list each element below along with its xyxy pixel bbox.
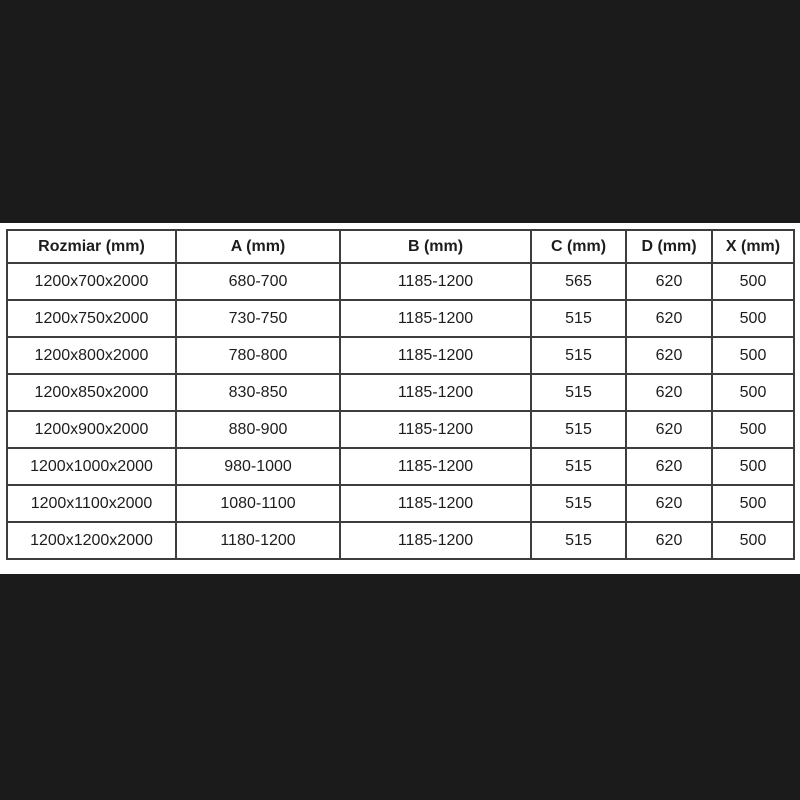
cell-x: 500 [712, 522, 794, 559]
cell-rozmiar: 1200x850x2000 [7, 374, 176, 411]
cell-x: 500 [712, 411, 794, 448]
cell-d: 620 [626, 374, 712, 411]
cell-b: 1185-1200 [340, 411, 531, 448]
cell-a: 680-700 [176, 263, 340, 300]
cell-d: 620 [626, 337, 712, 374]
cell-a: 880-900 [176, 411, 340, 448]
cell-a: 980-1000 [176, 448, 340, 485]
cell-rozmiar: 1200x750x2000 [7, 300, 176, 337]
cell-c: 515 [531, 411, 626, 448]
cell-d: 620 [626, 448, 712, 485]
col-header-d: D (mm) [626, 230, 712, 263]
cell-x: 500 [712, 263, 794, 300]
cell-a: 730-750 [176, 300, 340, 337]
col-header-rozmiar: Rozmiar (mm) [7, 230, 176, 263]
col-header-b: B (mm) [340, 230, 531, 263]
table-row [7, 263, 794, 300]
header-row [7, 230, 794, 263]
cell-b: 1185-1200 [340, 337, 531, 374]
cell-c: 515 [531, 522, 626, 559]
cell-d: 620 [626, 522, 712, 559]
cell-c: 515 [531, 485, 626, 522]
dimensions-table [6, 229, 795, 560]
table-row [7, 300, 794, 337]
cell-b: 1185-1200 [340, 300, 531, 337]
cell-b: 1185-1200 [340, 374, 531, 411]
cell-x: 500 [712, 374, 794, 411]
cell-c: 515 [531, 374, 626, 411]
cell-rozmiar: 1200x1000x2000 [7, 448, 176, 485]
cell-b: 1185-1200 [340, 485, 531, 522]
table-panel [0, 223, 800, 574]
cell-a: 830-850 [176, 374, 340, 411]
cell-b: 1185-1200 [340, 522, 531, 559]
cell-rozmiar: 1200x700x2000 [7, 263, 176, 300]
table-row [7, 337, 794, 374]
cell-d: 620 [626, 485, 712, 522]
table-row [7, 411, 794, 448]
cell-d: 620 [626, 300, 712, 337]
cell-rozmiar: 1200x800x2000 [7, 337, 176, 374]
cell-d: 620 [626, 263, 712, 300]
cell-d: 620 [626, 411, 712, 448]
cell-rozmiar: 1200x900x2000 [7, 411, 176, 448]
cell-a: 1080-1100 [176, 485, 340, 522]
cell-rozmiar: 1200x1100x2000 [7, 485, 176, 522]
cell-x: 500 [712, 485, 794, 522]
cell-b: 1185-1200 [340, 263, 531, 300]
col-header-c: C (mm) [531, 230, 626, 263]
table-row [7, 522, 794, 559]
cell-a: 780-800 [176, 337, 340, 374]
cell-c: 515 [531, 337, 626, 374]
cell-x: 500 [712, 448, 794, 485]
cell-c: 515 [531, 448, 626, 485]
cell-x: 500 [712, 300, 794, 337]
table-row [7, 374, 794, 411]
col-header-x: X (mm) [712, 230, 794, 263]
cell-b: 1185-1200 [340, 448, 531, 485]
cell-a: 1180-1200 [176, 522, 340, 559]
cell-c: 515 [531, 300, 626, 337]
col-header-a: A (mm) [176, 230, 340, 263]
cell-x: 500 [712, 337, 794, 374]
cell-c: 565 [531, 263, 626, 300]
table-row [7, 485, 794, 522]
table-row [7, 448, 794, 485]
cell-rozmiar: 1200x1200x2000 [7, 522, 176, 559]
